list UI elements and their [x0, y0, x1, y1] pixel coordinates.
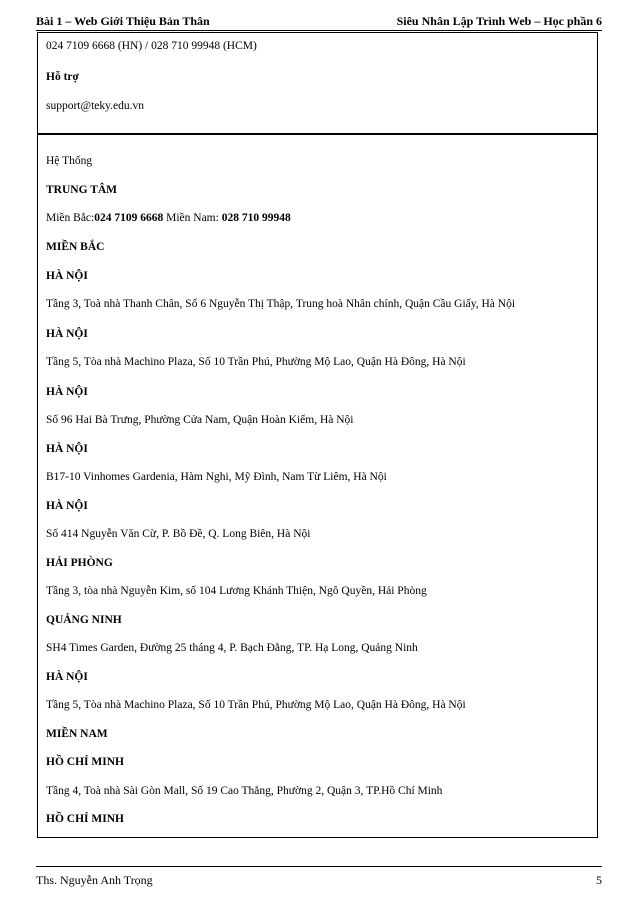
phone-line: 024 7109 6668 (HN) / 028 710 99948 (HCM)	[46, 40, 257, 52]
location-city: QUẢNG NINH	[46, 614, 122, 626]
north-label: Miền Bắc:	[46, 212, 95, 224]
location-city: HÀ NỘI	[46, 443, 88, 455]
location-address: Tầng 3, Toà nhà Thanh Chân, Số 6 Nguyễn Thị Thập, Trung hoà Nhân chính, Quận Cầu Giấy, Hà Nội	[46, 298, 516, 310]
footer-author: Ths. Nguyễn Anh Trọng	[36, 873, 153, 887]
page-number: 5	[596, 873, 602, 887]
location-address: SH4 Times Garden, Đường 25 tháng 4, P. Bạch Đằng, TP. Hạ Long, Quảng Ninh	[46, 642, 418, 654]
south-label: Miền Nam:	[163, 212, 222, 224]
contact-phones	[46, 211, 291, 225]
support-heading: Hỗ trợ	[46, 71, 79, 83]
north-phone: 024 7109 6668	[94, 212, 164, 224]
location-city: HÀ NỘI	[46, 386, 88, 398]
location-city: HẢI PHÒNG	[46, 557, 113, 569]
south-phone: 028 710 99948	[221, 212, 291, 224]
location-city: HỒ CHÍ MINH	[46, 813, 124, 825]
center-title: TRUNG TÂM	[46, 184, 118, 196]
system-label: Hệ Thống	[46, 155, 93, 167]
location-address: Tầng 5, Tòa nhà Machino Plaza, Số 10 Trần Phú, Phường Mộ Lao, Quận Hà Đông, Hà Nội	[46, 356, 466, 368]
location-address: Số 414 Nguyễn Văn Cừ, P. Bồ Đề, Q. Long Biên, Hà Nội	[46, 528, 311, 540]
region-south: MIỀN NAM	[46, 728, 108, 740]
location-city: HÀ NỘI	[46, 270, 88, 282]
location-city: HÀ NỘI	[46, 328, 88, 340]
support-email: support@teky.edu.vn	[46, 100, 144, 112]
location-address: Số 96 Hai Bà Trưng, Phường Cửa Nam, Quận Hoàn Kiếm, Hà Nội	[46, 414, 354, 426]
location-city: HỒ CHÍ MINH	[46, 756, 124, 768]
region-north: MIỀN BẮC	[46, 241, 105, 253]
location-address: B17-10 Vinhomes Gardenia, Hàm Nghi, Mỹ Đình, Nam Từ Liêm, Hà Nội	[46, 471, 387, 483]
page-header	[36, 14, 602, 31]
divider	[38, 133, 597, 135]
location-city: HÀ NỘI	[46, 500, 88, 512]
header-course: Siêu Nhân Lập Trình Web – Học phần 6	[396, 14, 602, 28]
location-city: HÀ NỘI	[46, 671, 88, 683]
location-address: Tầng 5, Tòa nhà Machino Plaza, Số 10 Trần Phú, Phường Mộ Lao, Quận Hà Đông, Hà Nội	[46, 699, 466, 711]
location-address: Tầng 3, tòa nhà Nguyễn Kim, số 104 Lương Khánh Thiện, Ngô Quyền, Hải Phòng	[46, 585, 427, 597]
page-footer	[36, 866, 602, 887]
header-title: Bài 1 – Web Giới Thiệu Bản Thân	[36, 14, 210, 28]
location-address: Tầng 4, Toà nhà Sài Gòn Mall, Số 19 Cao Thắng, Phường 2, Quận 3, TP.Hồ Chí Minh	[46, 785, 443, 797]
content-frame	[37, 32, 598, 838]
